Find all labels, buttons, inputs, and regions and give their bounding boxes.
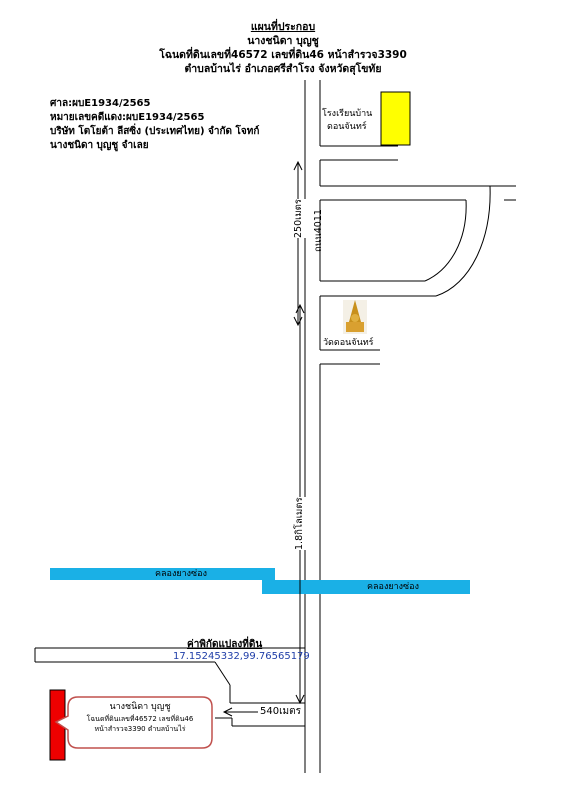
red-case-number: หมายเลขคดีแดง:ผบE1934/2565 [50, 112, 205, 123]
school-label-line1: โรงเรียนบ้าน [322, 109, 373, 119]
plaintiff: บริษัท โตโยต้า ลีสซิ่ง (ประเทศไทย) จำกัด โจทก์ [50, 126, 260, 137]
temple-stupa-icon [343, 300, 367, 334]
parcel-detail-line2: หน้าสำรวจ3390 ตำบลบ้านไร่ [94, 725, 186, 733]
distance-arrow-250m [294, 162, 302, 325]
defendant: นางชนิดา บุญชู จำเลย [50, 140, 149, 151]
distance-250m-label: 250เมตร [293, 199, 304, 238]
distance-1-8km-label: 1.8กิโลเมตร [294, 497, 305, 550]
coordinates-value: 17.15245332,99.76565179 [173, 651, 310, 662]
parcel-detail-line1: โฉนดที่ดินเลขที่46572 เลขที่ดิน46 [86, 715, 194, 723]
court-number: ศาล:ผบE1934/2565 [50, 98, 151, 109]
location-info: ตำบลบ้านไร่ อำเภอศรีสำโรง จังหวัดสุโขทัย [184, 63, 382, 75]
distance-540m-label: 540เมตร [260, 706, 301, 717]
map-title: แผนที่ประกอบ [250, 21, 316, 33]
school-label-line2: ดอนจันทร์ [327, 122, 367, 132]
school-building [381, 92, 410, 145]
deed-info: โฉนดที่ดินเลขที่46572 เลขที่ดิน46 หน้าสำรวจ3390 [159, 49, 407, 61]
owner-name: นางชนิดา บุญชู [247, 35, 319, 47]
distance-arrow-540m [224, 708, 258, 716]
coordinates-title: ค่าพิกัดแปลงที่ดิน [187, 639, 263, 650]
parcel-owner-label: นางชนิดา บุญชู [109, 702, 171, 712]
road-4011-label: ถนน4011 [313, 209, 324, 252]
canal-label-right: คลองยางซ่อง [367, 582, 419, 592]
canal-label-left: คลองยางซ่อง [155, 569, 207, 579]
temple-label: วัดดอนจันทร์ [323, 338, 374, 348]
